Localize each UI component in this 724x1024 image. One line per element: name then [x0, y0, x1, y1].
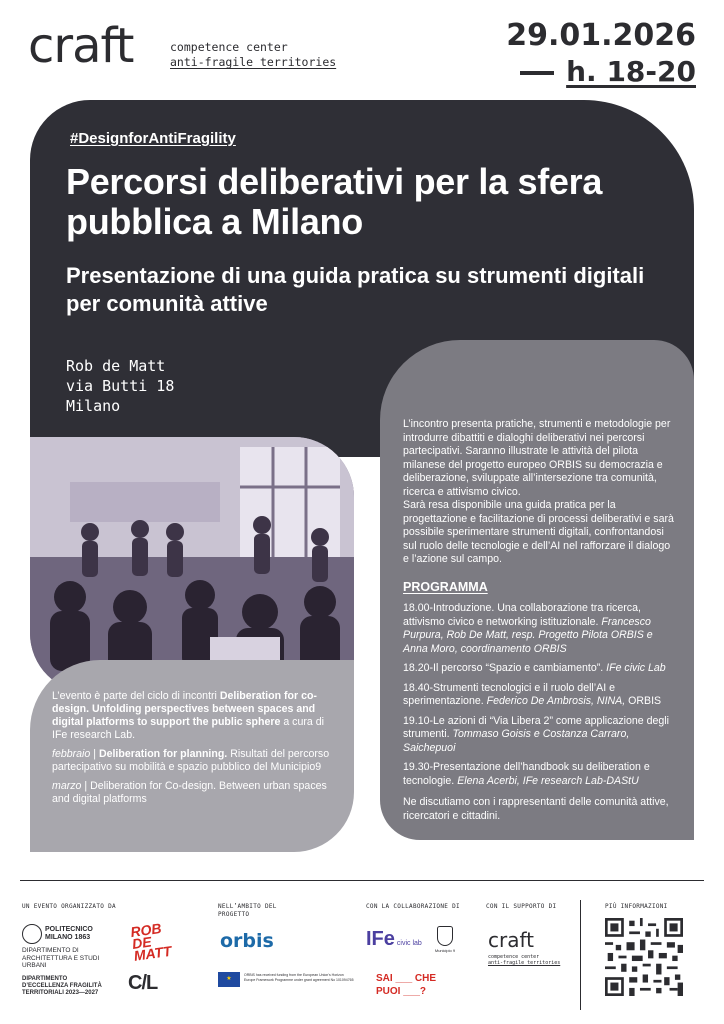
event-photo: [30, 437, 354, 693]
polimi-name: POLITECNICO MILANO 1863: [45, 926, 93, 941]
event-time-row: [506, 54, 696, 90]
hashtag: #DesignforAntiFragility: [70, 130, 236, 147]
program-item: 19.10-Le azioni di “Via Libera 2” come applicazione degli strumenti. Tommaso Goisis e Costanza Carraro, Saichepuoi: [403, 714, 669, 754]
craft-logo: craft: [28, 18, 134, 74]
ife-logo: IFe civic lab: [366, 928, 422, 950]
program-title: PROGRAMMA: [403, 580, 488, 594]
polimi-logo: [22, 924, 112, 970]
eu-flag-icon: ★: [218, 972, 240, 987]
venue-street: via Butti 18: [66, 377, 175, 395]
event-subtitle: Presentazione di una guida pratica su strumenti digitali per comunità attive: [66, 263, 645, 316]
tagline-line2: anti-fragile territories: [170, 55, 337, 69]
cycle-march: marzo | Deliberation for Co-design. Between urban spaces and digital platforms: [52, 780, 327, 805]
tagline-line1: competence center: [170, 40, 288, 54]
venue-city: Milano: [66, 397, 121, 415]
municipio-logo: Municipio 9: [432, 926, 458, 953]
polimi-dept: DIPARTIMENTO DI ARCHITETTURA E STUDI URBANI: [22, 947, 100, 969]
program-item: 19.30-Presentazione dell’handbook su deliberation e tecnologie. Elena Acerbi, IFe research Lab-DAStU: [403, 761, 650, 787]
program-item: 18.00-Introduzione. Una collaborazione tra ricerca, attivismo civico e networking istituzionale. Francesco Purpura, Rob De Matt, resp. Progetto Pilota ORBIS e Anna Moro, coordinamento ORBIS: [403, 602, 653, 655]
support-label: CON IL SUPPORTO DI: [486, 903, 557, 910]
cycle-intro: L’evento è parte del ciclo di incontri Deliberation for co-design. Unfolding perspectives between spaces and digital platforms to support the public sphere a cura di IFe research Lab.: [52, 690, 324, 741]
excellence-logo: DIPARTIMENTO D’ECCELLENZA FRAGILITÀ TERRITORIALI 2023—2027: [22, 976, 102, 996]
info-label: PIÙ INFORMAZIONI: [605, 903, 668, 910]
polimi-seal-icon: [22, 924, 42, 944]
event-time: h. 18-20: [566, 55, 696, 88]
intro-paragraph-1: L’incontro presenta pratiche, strumenti e metodologie per introdurre dibattiti e dialoghi deliberativi nei percorsi partecipativi. Saranno illustrate le attività del pilota milanese del progetto europeo ORBIS su democrazia e deliberazione, sviluppate all’intersezione tra comunità, ricerca e attivismo civico.: [403, 418, 671, 498]
municipio-crest-icon: [437, 926, 453, 946]
logo-tagline: [170, 40, 336, 70]
craft-support-logo: craft: [488, 928, 535, 952]
eu-funding-text: ORBIS has received funding from the European Union’s Horizon Europe Framework Programme under grant agreement No 101094765: [244, 973, 354, 982]
cycle-text: [52, 690, 342, 812]
cycle-february: febbraio | Deliberation for planning. Risultati del percorso partecipativo su mobilità e spazio pubblico del Municipio9: [52, 748, 330, 773]
intro-paragraph-2: Sarà resa disponibile una guida pratica per la progettazione e facilitazione di processi deliberativi e sarà possibile sperimentare strumenti digitali, confrontandosi sul ruolo delle tecnologie e dell’AI nel rafforzare il dialogo e l’azione sul campo.: [403, 499, 674, 565]
photo-illustration: [30, 437, 354, 693]
footer-vertical-divider: [580, 900, 581, 1010]
collab-label: CON LA COLLABORAZIONE DI: [366, 903, 460, 910]
program-list: [403, 602, 675, 823]
event-datetime: [506, 18, 696, 90]
saichepuoi-logo: SAI ___ CHE PUOI ___?: [376, 973, 437, 997]
dash-icon: [520, 71, 554, 75]
event-title: Percorsi deliberativi per la sfera pubblica a Milano: [66, 161, 603, 242]
program-item: 18.20-Il percorso “Spazio e cambiamento”. IFe civic Lab: [403, 662, 666, 674]
program-closing: Ne discutiamo con i rappresentanti delle comunità attive, ricercatori e cittadini.: [403, 796, 669, 822]
event-date: 29.01.2026: [506, 18, 696, 53]
organized-label: UN EVENTO ORGANIZZATO DA: [22, 903, 116, 910]
qr-code-icon[interactable]: [605, 918, 683, 996]
program-item: 18.40-Strumenti tecnologici e il ruolo dell’AI e sperimentazione. Federico De Ambrosis, NINA, ORBIS: [403, 681, 662, 707]
footer-divider: [20, 880, 704, 881]
slash-logo-icon: C/L: [128, 972, 158, 994]
robdematt-logo: ROB DE MATT: [129, 919, 173, 964]
venue-name: Rob de Matt: [66, 357, 166, 375]
intro-text: [403, 418, 675, 567]
framework-label: NELL’AMBITO DEL PROGETTO: [218, 903, 277, 918]
craft-support-tagline: competence center anti-fragile territories: [488, 954, 561, 966]
venue-address: [66, 356, 174, 416]
orbis-logo: orbis: [220, 930, 274, 952]
